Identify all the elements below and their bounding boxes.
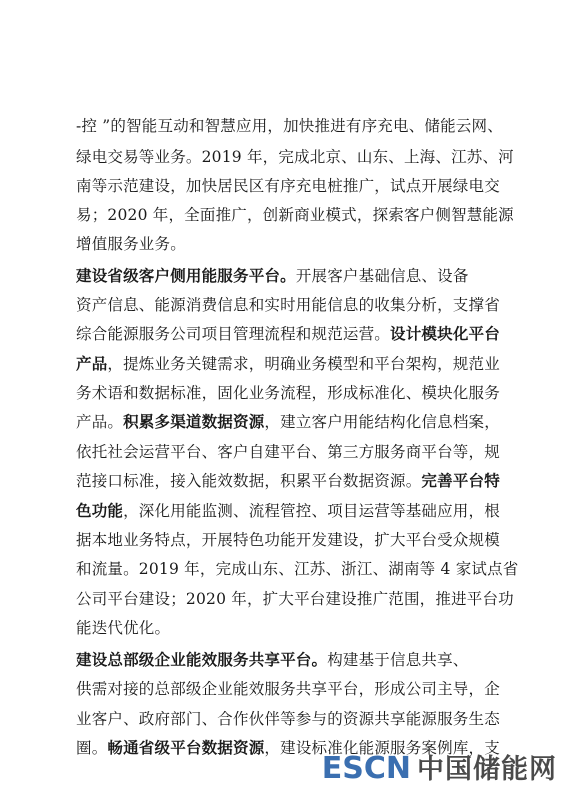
body-text: 业客户、政府部门、合作伙伴等参与的资源共享能源服务生态: [76, 710, 500, 728]
text-line: [76, 589, 514, 609]
body-text: 和流量。2019 年，完成山东、江苏、浙江、湖南等 4 家试点省: [76, 560, 519, 578]
body-text: 综合能源服务公司项目管理流程和规范运营。: [76, 325, 391, 343]
text-line: [76, 650, 469, 670]
body-text: 资产信息、能源消费信息和实时用能信息的收集分析，支撑省: [76, 296, 500, 314]
watermark-logo: [322, 747, 557, 786]
text-line: [76, 412, 500, 432]
text-line: [76, 383, 500, 403]
text-line: [76, 147, 514, 167]
text-line: [76, 116, 503, 136]
body-text: 公司平台建设；2020 年，扩大平台建设推广范围，推进平台功: [76, 590, 514, 608]
text-line: [76, 176, 500, 196]
text-line: [76, 471, 500, 491]
body-text: -控 ”的智能互动和智慧应用，加快推进有序充电、储能云网、: [76, 117, 503, 135]
body-text: 圈。: [76, 739, 108, 757]
watermark-name: 中国储能网: [417, 754, 557, 785]
text-line: [76, 295, 500, 315]
body-text: 供需对接的总部级企业能效服务共享平台，形成公司主导，企: [76, 680, 500, 698]
bold-text: 建设省级客户侧用能服务平台。: [76, 267, 296, 285]
bold-text: 建设总部级企业能效服务共享平台。: [76, 651, 328, 669]
body-text: 务术语和数据标准，固化业务流程，形成标准化、模块化服务: [76, 384, 500, 402]
body-text: 产品。: [76, 413, 124, 431]
text-line: [76, 530, 500, 550]
body-text: 绿电交易等业务。2019 年，完成北京、山东、上海、江苏、河: [76, 148, 514, 166]
bold-text: 积累多渠道数据资源: [123, 413, 265, 431]
body-text: 据本地业务特点，开展特色功能开发建设，扩大平台受众规模: [76, 531, 500, 549]
bold-text: 色功能: [76, 502, 124, 520]
bold-text: 完善平台特: [421, 472, 500, 490]
text-line: [76, 442, 500, 462]
text-line: [76, 679, 500, 699]
body-text: 构建基于信息共享、: [327, 651, 469, 669]
text-line: [76, 501, 500, 521]
watermark-brand: ESCN: [321, 751, 411, 786]
body-text: ，建立客户用能结构化信息档案，: [264, 413, 500, 431]
bold-text: 设计模块化平台: [390, 325, 500, 343]
body-text: 能迭代优化。: [76, 619, 171, 637]
text-line: [76, 266, 469, 286]
text-line: [76, 354, 500, 374]
body-text: 南等示范建设，加快居民区有序充电桩推广，试点开展绿电交: [76, 177, 500, 195]
body-text: ，深化用能监测、流程管控、项目运营等基础应用，根: [123, 502, 500, 520]
body-text: 范接口标准，接入能效数据，积累平台数据资源。: [76, 472, 422, 490]
body-text: 开展客户基础信息、设备: [295, 267, 469, 285]
body-text: 增值服务业务。: [76, 235, 186, 253]
body-text: ，建设标准化能源服务案例库，支: [264, 739, 500, 757]
text-line: [76, 559, 519, 579]
body-text: ，提炼业务关键需求，明确业务模型和平台架构，规范业: [107, 355, 500, 373]
bold-text: 产品: [76, 355, 108, 373]
bold-text: 畅通省级平台数据资源: [107, 739, 265, 757]
text-line: [76, 234, 186, 254]
text-line: [76, 205, 514, 225]
body-text: 依托社会运营平台、客户自建平台、第三方服务商平台等，规: [76, 443, 500, 461]
body-text: 易；2020 年，全面推广，创新商业模式，探索客户侧智慧能源: [76, 206, 514, 224]
text-line: [76, 618, 170, 638]
text-line: [76, 709, 500, 729]
text-line: [76, 324, 500, 344]
